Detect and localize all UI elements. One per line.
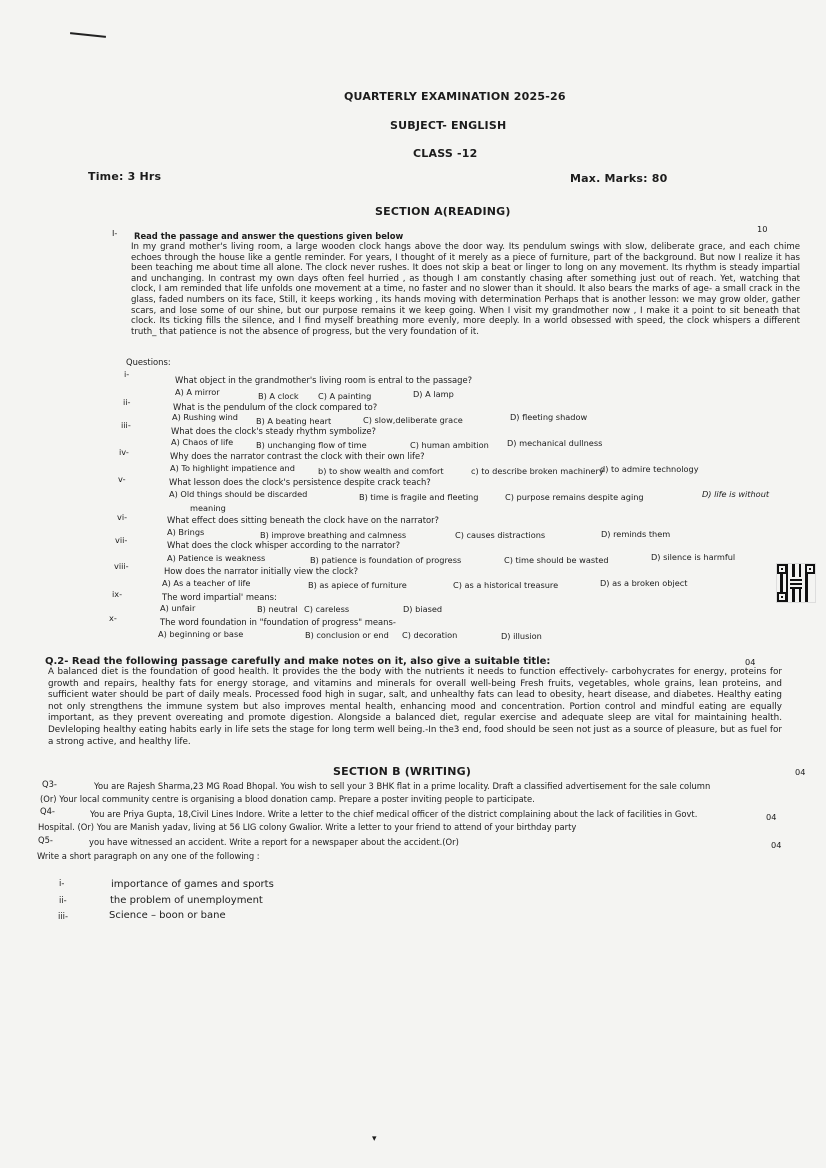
option-b: B) improve breathing and calmness (260, 530, 407, 540)
option-c: C) causes distractions (455, 530, 546, 540)
question-number: x- (109, 613, 117, 623)
question-text: What object in the grandmother's living room is entral to the passage? (175, 375, 473, 385)
topic-number: ii- (59, 895, 67, 905)
section-b-marks: 04 (795, 767, 806, 777)
q2-heading: Q.2- Read the following passage carefully and make notes on it, also give a suitable title: (45, 656, 551, 667)
q5-instruction: Write a short paragraph on any one of the following : (37, 851, 260, 861)
question-number: iii- (121, 420, 131, 430)
question-text: What does the clock's steady rhythm symbolize? (171, 426, 376, 436)
topic-text: Science – boon or bane (109, 910, 226, 921)
q1-instruction: Read the passage and answer the questions given below (134, 231, 404, 241)
section-a-title: SECTION A(READING) (375, 205, 511, 218)
q2-marks: 04 (745, 657, 756, 667)
qr-code-icon (777, 564, 815, 602)
questions-label: Questions: (126, 357, 171, 367)
topic-number: i- (59, 878, 65, 888)
question-number: vi- (117, 512, 128, 522)
option-a: A) unfair (160, 603, 196, 613)
option-c: c) to describe broken machinery (471, 466, 604, 476)
topic-number: iii- (58, 911, 69, 921)
option-b: B) time is fragile and fleeting (359, 492, 479, 502)
time-label: Time: 3 Hrs (88, 170, 162, 183)
q3-or-text: (Or) Your local community centre is organising a blood donation camp. Prepare a poster inviting people to participate. (40, 794, 535, 804)
q3-number: Q3- (42, 779, 57, 789)
option-c: C) as a historical treasure (453, 580, 559, 590)
option-d: D) A lamp (413, 389, 454, 399)
max-marks-label: Max. Marks: 80 (570, 172, 668, 185)
option-d: D) mechanical dullness (507, 438, 603, 448)
option-b: B) A beating heart (256, 416, 332, 426)
option-b: B) A clock (258, 391, 299, 401)
option-b: B) as apiece of furniture (308, 580, 407, 590)
option-a: A) A mirror (175, 387, 220, 397)
option-b: B) patience is foundation of progress (310, 555, 462, 565)
option-d-continued: meaning (190, 503, 226, 513)
question-text: What does the clock whisper according to the narrator? (167, 540, 401, 550)
option-a: A) Old things should be discarded (169, 489, 308, 499)
q4-marks: 04 (766, 812, 777, 822)
option-d: d) to admire technology (600, 464, 699, 474)
option-d: D) reminds them (601, 529, 671, 539)
question-text: What lesson does the clock's persistence despite crack teach? (169, 477, 431, 487)
question-number: iv- (119, 447, 129, 457)
q5-marks: 04 (771, 840, 782, 850)
option-a: A) To highlight impatience and (170, 463, 295, 473)
q5-text: you have witnessed an accident. Write a report for a newspaper about the accident.(Or) (89, 837, 459, 847)
question-text: What effect does sitting beneath the clock have on the narrator? (167, 515, 439, 525)
q4-number: Q4- (40, 806, 55, 816)
question-number: viii- (114, 561, 129, 571)
option-d: D) life is without (702, 489, 770, 499)
section-a-marks: 10 (757, 224, 768, 234)
q5-number: Q5- (38, 835, 53, 845)
option-c: C) purpose remains despite aging (505, 492, 644, 502)
q3-text: You are Rajesh Sharma,23 MG Road Bhopal. You wish to sell your 3 BHK flat in a prime locality. Draft a classified advertisement for the sale column (94, 781, 711, 791)
option-b: B) unchanging flow of time (256, 440, 367, 450)
option-d: D) fleeting shadow (510, 412, 588, 422)
reading-passage: In my grand mother's living room, a large wooden clock hangs above the door way. Its pendulum swings with slow, deliberate grace, and each chime echoes through the house like a gentle reminder. For years, I thought of it merely as a piece of furniture, part of the background. But now I realize it has been teaching me about time all alone. The clock never rushes. It does not skip a beat or linger to long on any movement. Its rhythm is steady impartial and unchanging. In contrast my own days often feel hurried , as though I am constantly chasing after something just out of reach. Yet, watching that clock, I am reminded that life unfolds one movement at a time, no faster and no slower than it should. It also bears the marks of age- a small crack in the glass, faded numbers on its face, Still, it keeps working , its hands moving with determination Perhaps that is another lesson: we may grow older, gather scars, and lose some of our shine, but our purpose remains it we keep going. When I visit my grandmother now , I make it a point to sit beneath that clock. Its ticking fills the silence, and I find myself breathing more evenly, more deeply. In a world obsessed with speed, the clock whispers a different truth_ that patience is not the absence of progress, but the very foundation of it. (131, 242, 800, 337)
section-b-title: SECTION B (WRITING) (333, 765, 472, 778)
scan-artifact-icon: ▾ (372, 1134, 377, 1144)
question-text: The word impartial' means: (162, 592, 277, 602)
q4-text: You are Priya Gupta, 18,Civil Lines Indore. Write a letter to the chief medical officer of the district complaining about the lack of facilities in Govt. (90, 809, 698, 819)
option-a: A) Rushing wind (172, 412, 238, 422)
option-d: D) silence is harmful (651, 552, 736, 562)
question-number: ix- (112, 589, 123, 599)
topic-text: the problem of unemployment (110, 895, 263, 906)
question-number: ii- (123, 397, 131, 407)
exam-title: QUARTERLY EXAMINATION 2025-26 (344, 90, 566, 103)
q1-number: I- (112, 228, 118, 238)
question-number: vii- (115, 535, 128, 545)
option-b: b) to show wealth and comfort (318, 466, 444, 476)
option-c: C) human ambition (410, 440, 489, 450)
option-a: A) beginning or base (158, 629, 244, 639)
q4-or-text: Hospital. (Or) You are Manish yadav, living at 56 LIG colony Gwalior. Write a letter to your friend to attend of your birthday party (38, 822, 577, 832)
option-c: C) decoration (402, 630, 458, 640)
question-text: What is the pendulum of the clock compared to? (173, 402, 378, 412)
question-number: v- (118, 474, 126, 484)
option-b: B) conclusion or end (305, 630, 389, 640)
question-text: Why does the narrator contrast the clock with their own life? (170, 451, 425, 461)
option-a: A) As a teacher of life (162, 578, 251, 588)
option-c: C) slow,deliberate grace (363, 415, 463, 425)
option-c: C) A painting (318, 391, 372, 401)
q2-passage: A balanced diet is the foundation of good health. It provides the the body with the nutrients it needs to function effectively- carbohycrates for energy, proteins for growth and repairs, healthy fats for energy storage, and vitamins and minerals for overall well-being Fresh fruits, vegetables, whole grains, lean proteins, and sufficient water should be part of daily meals. Processed food high in sugar, salt, and unhealthy fats can lead to obesity, heart disease, and diabetes. Healthy eating not only strengthens the immune system but also improves mental health, enhancing mood and concentration. Portion control and mindful eating are equally important, as they prevent overeating and promote digestion. Alongside a balanced diet, regular exercise and adequate sleep are vital for maintaining health. Devleloping healthy eating habits early in life sets the stage for long term well being.-In the3 end, food should be seen not just as a source of pleasure, but as fuel for a strong active, and healthy life. (48, 667, 782, 747)
question-text: How does the narrator initially view the clock? (164, 566, 359, 576)
option-d: D) biased (403, 604, 443, 614)
option-a: A) Patience is weakness (167, 553, 266, 563)
subject-title: SUBJECT- ENGLISH (390, 119, 507, 132)
question-number: i- (124, 369, 130, 379)
scan-mark (70, 32, 106, 38)
option-c: C) careless (304, 604, 350, 614)
question-text: The word foundation in "foundation of progress" means- (160, 617, 396, 627)
option-b: B) neutral (257, 604, 298, 614)
option-a: A) Brings (167, 527, 205, 537)
option-d: D) as a broken object (600, 578, 688, 588)
topic-text: importance of games and sports (111, 879, 274, 890)
option-c: C) time should be wasted (504, 555, 609, 565)
option-a: A) Chaos of life (171, 437, 234, 447)
class-title: CLASS -12 (413, 147, 478, 160)
option-d: D) illusion (501, 631, 542, 641)
